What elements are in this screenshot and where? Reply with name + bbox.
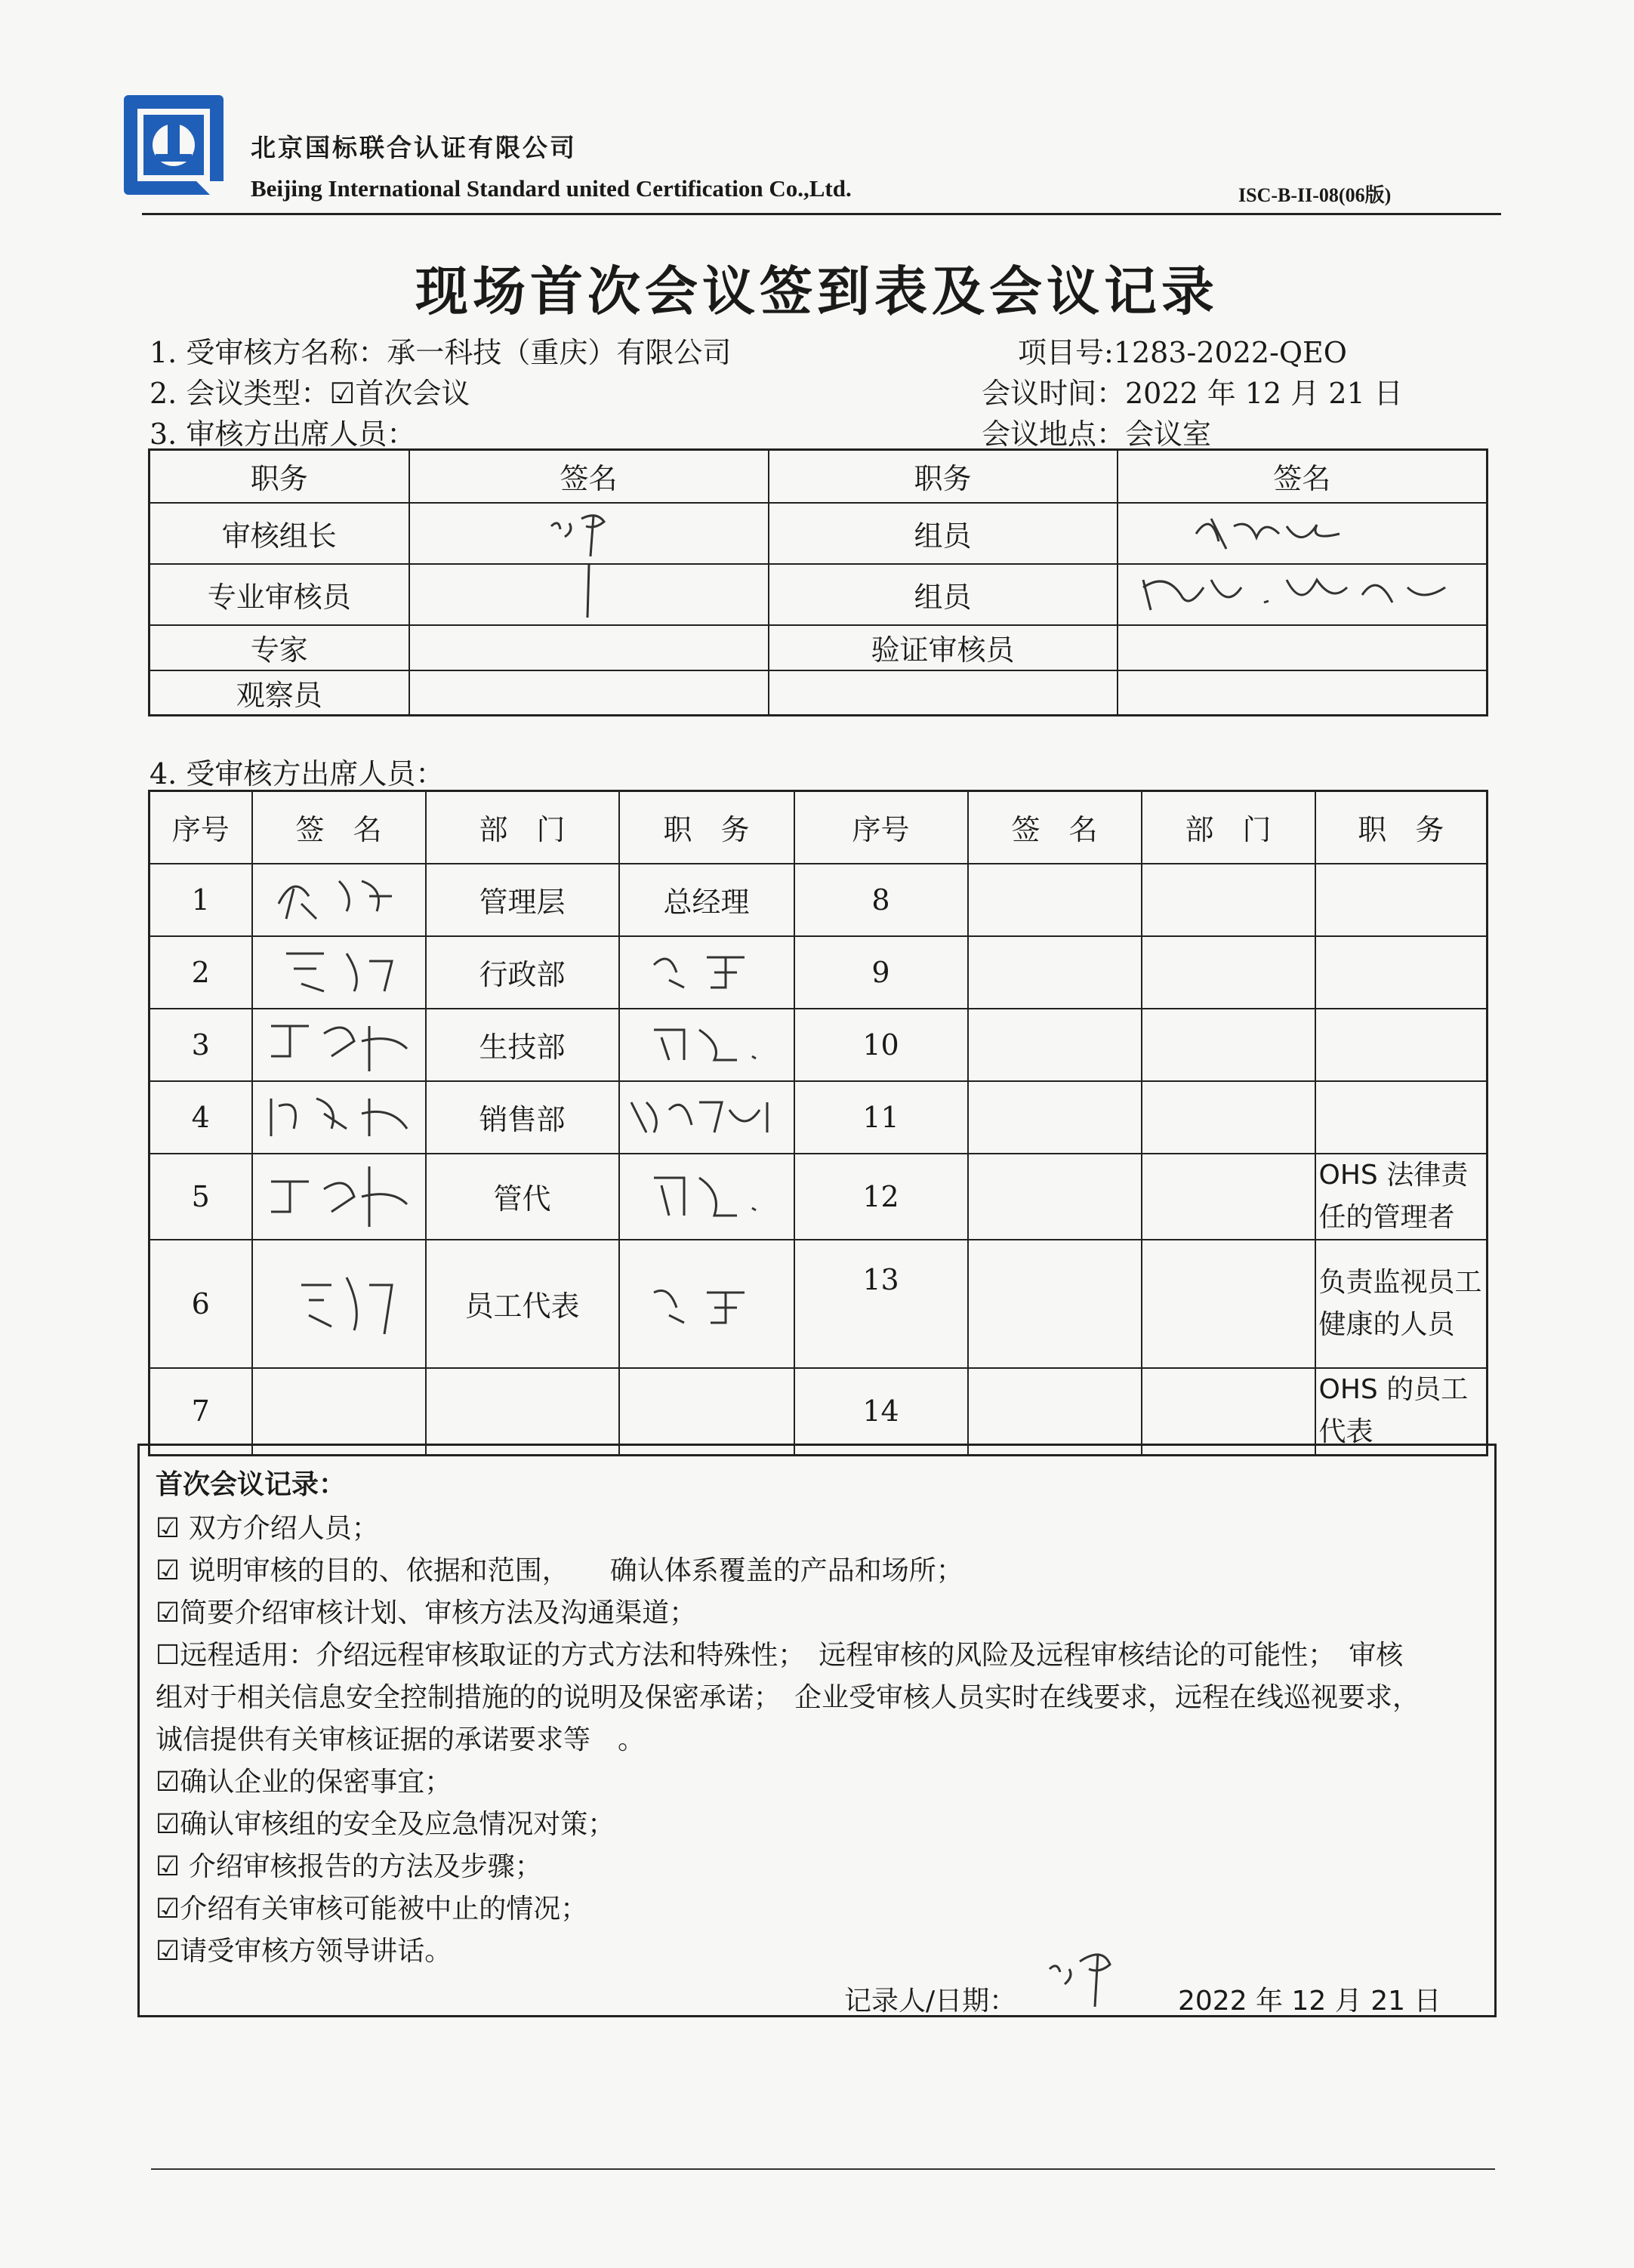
position-cell [1315, 936, 1488, 1009]
company-logo-icon [121, 92, 227, 198]
auditor-attendees-label: 3. 审核方出席人员： [150, 418, 416, 451]
role-cell: 专业审核员 [150, 564, 409, 625]
header-divider [142, 213, 1501, 215]
table-row [150, 625, 1488, 670]
signature-cell [252, 1154, 426, 1240]
handwritten-signature-icon [639, 942, 775, 995]
header-cell: 职务 [150, 450, 409, 503]
header-cell: 职务 [769, 450, 1118, 503]
role-cell: 验证审核员 [769, 625, 1118, 670]
table-row [150, 1009, 1488, 1081]
signature-cell [968, 1009, 1142, 1081]
position-cell [1315, 1009, 1488, 1081]
position-cell [1315, 1081, 1488, 1154]
table-row [150, 1154, 1488, 1240]
position-cell: OHS 法律责任的管理者 [1315, 1154, 1488, 1240]
page-title: 现场首次会议签到表及会议记录 [415, 260, 1219, 322]
number-cell: 3 [150, 1009, 252, 1081]
department-cell: 销售部 [426, 1081, 619, 1154]
handwritten-signature-icon [264, 1262, 415, 1338]
record-title: 首次会议记录： [156, 1469, 347, 1500]
auditee-attendance-table [148, 790, 1488, 1456]
record-item: ☑ 说明审核的目的、依据和范围， 确认体系覆盖的产品和场所； [156, 1555, 963, 1586]
table-row [150, 1240, 1488, 1368]
department-cell: 员工代表 [426, 1240, 619, 1368]
footer-divider [151, 2168, 1495, 2170]
number-cell: 11 [794, 1081, 968, 1154]
number-cell: 7 [150, 1368, 252, 1456]
role-cell: 审核组长 [150, 503, 409, 564]
signature-cell [409, 564, 769, 625]
record-item: ☐远程适用：介绍远程审核取证的方式方法和特殊性； 远程审核的风险及远程审核结论的可能性； 审核 [156, 1640, 1404, 1671]
meeting-type: 2. 会议类型：☑首次会议 [150, 377, 470, 410]
signature-cell [1118, 625, 1488, 670]
handwritten-signature-icon [1034, 1939, 1155, 2010]
department-cell [1142, 1368, 1315, 1456]
position-cell [619, 1368, 794, 1456]
project-number: 项目号:1283-2022-QEO [1018, 336, 1347, 369]
company-name-cn: 北京国标联合认证有限公司 [251, 133, 577, 162]
department-cell: 管代 [426, 1154, 619, 1240]
table-row [150, 1081, 1488, 1154]
signature-cell [1118, 564, 1488, 625]
signature-cell [1118, 670, 1488, 716]
number-cell: 13 [794, 1240, 968, 1368]
handwritten-signature-icon [264, 866, 415, 926]
signature-cell [252, 936, 426, 1009]
record-date: 2022 年 12 月 21 日 [1178, 1986, 1441, 2017]
table-row [150, 864, 1488, 936]
number-cell: 5 [150, 1154, 252, 1240]
number-cell: 4 [150, 1081, 252, 1154]
signature-cell [252, 1368, 426, 1456]
signature-cell [252, 1081, 426, 1154]
position-cell: OHS 的员工代表 [1315, 1368, 1488, 1456]
meeting-place: 会议地点：会议室 [982, 418, 1212, 451]
department-cell [1142, 1240, 1315, 1368]
department-cell: 管理层 [426, 864, 619, 936]
number-cell: 14 [794, 1368, 968, 1456]
signature-cell [968, 1240, 1142, 1368]
number-cell: 9 [794, 936, 968, 1009]
handwritten-signature-icon [624, 1087, 790, 1140]
signature-cell [968, 1368, 1142, 1456]
table-row [150, 503, 1488, 564]
handwritten-signature-icon [639, 1015, 775, 1068]
table-row [150, 1368, 1488, 1456]
handwritten-signature-icon [1189, 504, 1415, 556]
signature-cell [409, 503, 769, 564]
number-cell: 12 [794, 1154, 968, 1240]
company-name-en: Beijing International Standard united Certification Co.,Ltd. [251, 175, 852, 202]
signature-cell [252, 1240, 426, 1368]
record-item: ☑确认企业的保密事宜； [156, 1767, 452, 1798]
table-header-row [150, 791, 1488, 864]
header-cell: 部 门 [1142, 791, 1315, 864]
department-cell [1142, 936, 1315, 1009]
header-cell: 签名 [409, 450, 769, 503]
header-cell: 签 名 [252, 791, 426, 864]
meeting-time: 会议时间：2022 年 12 月 21 日 [982, 377, 1403, 410]
position-cell [619, 1240, 794, 1368]
position-cell [1315, 864, 1488, 936]
position-cell: 负责监视员工健康的人员 [1315, 1240, 1488, 1368]
record-item: ☑ 介绍审核报告的方法及步骤； [156, 1851, 542, 1882]
record-item: ☑简要介绍审核计划、审核方法及沟通渠道； [156, 1598, 697, 1629]
handwritten-signature-icon [256, 1011, 422, 1071]
table-row [150, 564, 1488, 625]
header-cell: 职 务 [1315, 791, 1488, 864]
position-cell [619, 936, 794, 1009]
role-cell: 组员 [769, 564, 1118, 625]
handwritten-signature-icon [264, 938, 415, 999]
record-item: 诚信提供有关审核证据的承诺要求等 。 [156, 1724, 646, 1755]
handwritten-signature-icon [1136, 565, 1468, 618]
role-cell: 组员 [769, 503, 1118, 564]
handwritten-signature-icon [256, 1083, 422, 1144]
record-item: ☑ 双方介绍人员； [156, 1513, 379, 1544]
table-row [150, 670, 1488, 716]
position-cell [619, 1081, 794, 1154]
handwritten-signature-icon [521, 504, 657, 556]
department-cell [1142, 1009, 1315, 1081]
department-cell [1142, 1154, 1315, 1240]
signature-cell [409, 670, 769, 716]
department-cell: 行政部 [426, 936, 619, 1009]
role-cell: 专家 [150, 625, 409, 670]
signature-cell [409, 625, 769, 670]
header-cell: 部 门 [426, 791, 619, 864]
auditee-name: 1. 受审核方名称：承一科技（重庆）有限公司 [150, 336, 732, 369]
number-cell: 2 [150, 936, 252, 1009]
signature-cell [968, 1154, 1142, 1240]
department-cell [426, 1368, 619, 1456]
role-cell [769, 670, 1118, 716]
number-cell: 1 [150, 864, 252, 936]
handwritten-signature-icon [256, 1159, 422, 1227]
department-cell [1142, 864, 1315, 936]
header-cell: 签 名 [968, 791, 1142, 864]
number-cell: 6 [150, 1240, 252, 1368]
signature-cell [968, 864, 1142, 936]
position-cell [619, 1154, 794, 1240]
signature-cell [968, 936, 1142, 1009]
record-item: ☑确认审核组的安全及应急情况对策； [156, 1809, 615, 1840]
number-cell: 10 [794, 1009, 968, 1081]
auditee-attendees-label: 4. 受审核方出席人员： [150, 757, 445, 790]
position-cell [619, 1009, 794, 1081]
signature-cell [1118, 503, 1488, 564]
header-cell: 职 务 [619, 791, 794, 864]
role-cell: 观察员 [150, 670, 409, 716]
recorder-label: 记录人/日期： [844, 1986, 1017, 2017]
record-item: 组对于相关信息安全控制措施的的说明及保密承诺； 企业受审核人员实时在线要求，远程在线巡视要求， [156, 1682, 1420, 1713]
header-cell: 序号 [794, 791, 968, 864]
table-row [150, 936, 1488, 1009]
signature-cell [252, 1009, 426, 1081]
record-item: ☑请受审核方领导讲话。 [156, 1936, 452, 1967]
auditor-attendance-table [148, 448, 1488, 716]
handwritten-signature-icon [639, 1270, 775, 1330]
signature-cell [968, 1081, 1142, 1154]
record-item: ☑介绍有关审核可能被中止的情况； [156, 1894, 588, 1924]
signature-cell [252, 864, 426, 936]
header-cell: 签名 [1118, 450, 1488, 503]
position-cell: 总经理 [619, 864, 794, 936]
department-cell [1142, 1081, 1315, 1154]
number-cell: 8 [794, 864, 968, 936]
header-cell: 序号 [150, 791, 252, 864]
handwritten-signature-icon [639, 1163, 775, 1223]
department-cell: 生技部 [426, 1009, 619, 1081]
document-code: ISC-B-II-08(06版) [1238, 184, 1392, 206]
